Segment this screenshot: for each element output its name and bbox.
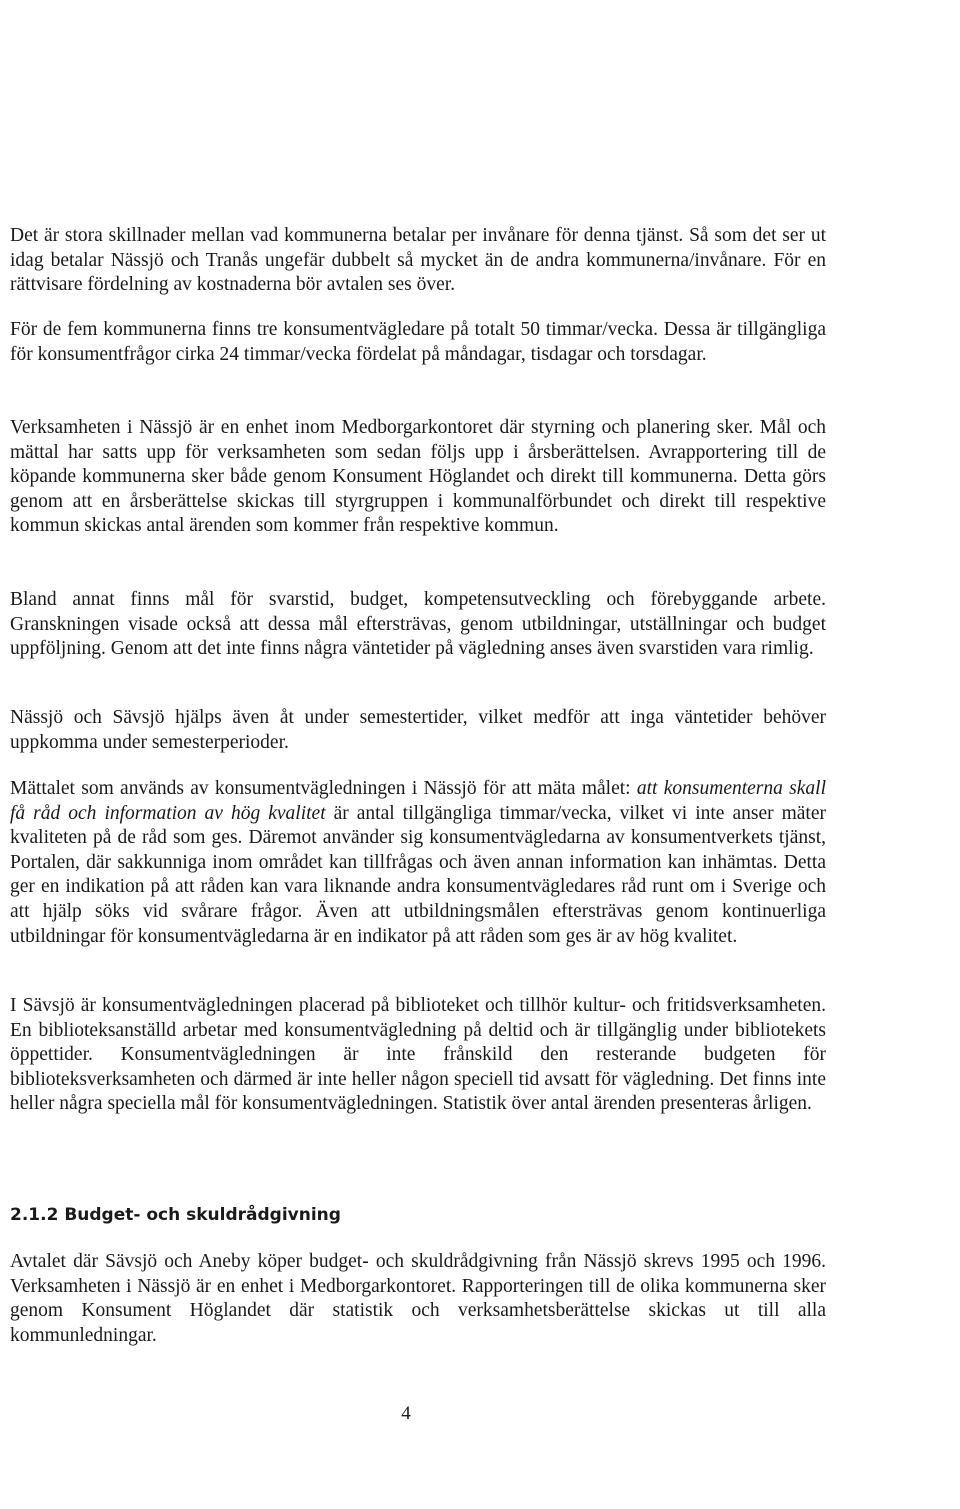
- section-heading: 2.1.2 Budget- och skuldrådgivning: [10, 1205, 341, 1225]
- page-number: 4: [401, 1403, 411, 1424]
- paragraph-advisors-hours: För de fem kommunerna finns tre konsumentvägledare på totalt 50 timmar/vecka. Dessa är tillgängliga för konsumentfrågor cirka 24 timmar/vecka fördelat på måndagar, tisdagar och torsdagar.: [10, 319, 826, 365]
- quality-goal-quote: att konsumenterna skall få råd och information av hög kvalitet: [10, 778, 826, 824]
- paragraph-goals: Bland annat finns mål för svarstid, budget, kompetensutveckling och förebyggande arbete. Granskningen visade också att dessa mål eftersträvas, genom utbildningar, utställningar och budget uppföljning. Genom att det inte finns några väntetider på vägledning anses även svarstiden vara rimlig.: [10, 589, 826, 660]
- paragraph-budget-agreement: Avtalet där Sävsjö och Aneby köper budget- och skuldrådgivning från Nässjö skrevs 1995 och 1996. Verksamheten i Nässjö är en enhet i Medborgarkontoret. Rapporteringen till de olika kommunerna sker genom Konsument Höglandet där statistik och verksamhetsberättelse skickas ut till alla kommunledningar.: [10, 1251, 826, 1346]
- paragraph-holiday-cooperation: Nässjö och Sävsjö hjälps även åt under semestertider, vilket medför att inga väntetider behöver uppkomma under semesterperioder.: [10, 707, 826, 753]
- quality-measure-rest: är antal tillgängliga timmar/vecka, vilket vi inte anser mäter kvaliteten på de råd som ges. Däremot använder sig konsumentvägledarna av konsumentverkets tjänst, Portalen, där sakkunniga inom området kan tillfrågas och även annan information kan inhämtas. Detta ger en indikation på att råden kan vara liknande andra konsumentvägledares råd runt om i Sverige och att hjälp söks vid svårare frågor. Även att utbildningsmålen eftersträvas genom kontinuerliga utbildningar för konsumentvägledarna är en indikator på att råden som ges är av hög kvalitet.: [10, 802, 826, 947]
- paragraph-savsjo-library: I Sävsjö är konsumentvägledningen placerad på biblioteket och tillhör kultur- och fritidsverksamheten. En biblioteksanställd arbetar med konsumentvägledning på deltid och är tillgänglig under bibliotekets öppettider. Konsumentvägledningen är inte frånskild den resterande budgeten för biblioteksverksamheten och därmed är inte heller någon speciell tid avsatt för vägledning. Det finns inte heller några speciella mål för konsumentvägledningen. Statistik över antal ärenden presenteras årligen.: [10, 995, 826, 1115]
- paragraph-organisation-nassjo: Verksamheten i Nässjö är en enhet inom Medborgarkontoret där styrning och planering sker. Mål och mättal har satts upp för verksamheten som sedan följs upp i årsberättelsen. Avrapportering till de köpande kommunerna sker både genom Konsument Höglandet och direkt till kommunerna. Detta görs genom att en årsberättelse skickas till styrgruppen i kommunalförbundet och direkt till respektive kommun skickas antal ärenden som kommer från respektive kommun.: [10, 417, 826, 537]
- quality-measure-intro: Mättalet som används av konsumentvägledningen i Nässjö för att mäta målet:: [10, 778, 637, 799]
- paragraph-quality-measure: [10, 777, 826, 949]
- paragraph-cost-differences: Det är stora skillnader mellan vad kommunerna betalar per invånare för denna tjänst. Så som det ser ut idag betalar Nässjö och Tranås ungefär dubbelt så mycket än de andra kommunerna/invånare. För en rättvisare fördelning av kostnaderna bör avtalen ses över.: [10, 225, 826, 296]
